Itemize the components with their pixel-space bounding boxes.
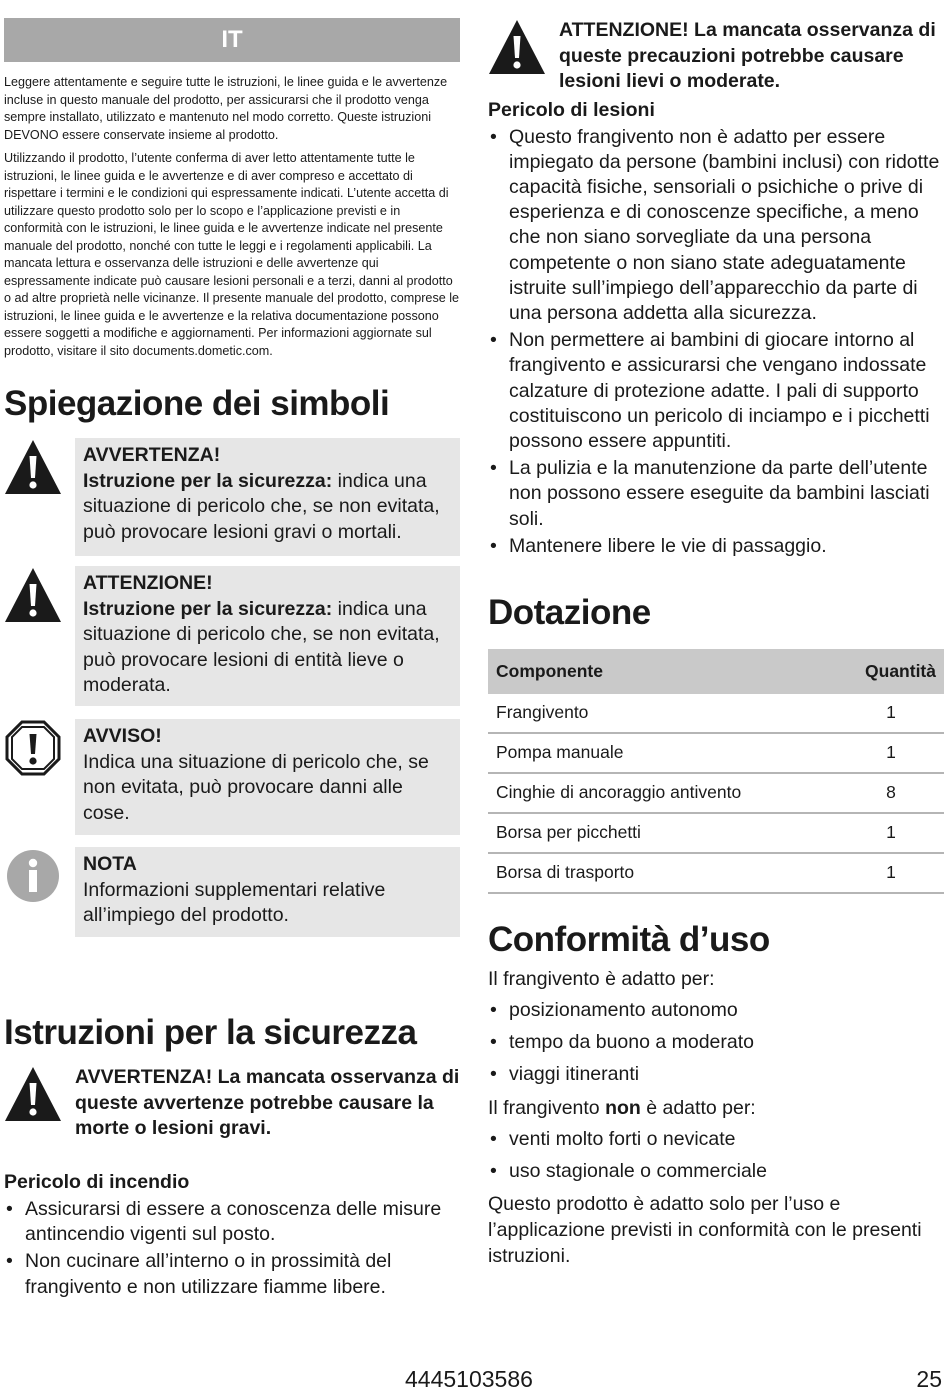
- table-cell-component: Cinghie di ancoraggio antivento: [488, 773, 838, 813]
- intro-paragraph-1: Leggere attentamente e seguire tutte le istruzioni, le linee guida e le avvertenze incluse in questo manuale del prodotto, per assicurarsi che il prodotto venga sempre installato, utilizzato e mantenuto nel modo corretto. Queste istruzioni DEVONO essere conservate insieme al prodotto.: [4, 75, 448, 142]
- table-cell-component: Frangivento: [488, 694, 838, 733]
- symbol-notice-text: Indica una situazione di pericolo che, se non evitata, può provocare danni alle cose.: [83, 750, 429, 824]
- symbol-note-text: Informazioni supplementari relative all’impiego del prodotto.: [83, 878, 386, 926]
- table-row: [488, 773, 944, 813]
- symbol-caution-title: ATTENZIONE!: [83, 572, 213, 594]
- table-cell-component: Borsa per picchetti: [488, 813, 838, 853]
- safety-caution-text: ATTENZIONE! La mancata osservanza di queste precauzioni potrebbe causare lesioni lievi o moderate.: [559, 19, 936, 92]
- intended-use-closing: Questo prodotto è adatto solo per l’uso e l’applicazione previsti in conformità con le presenti istruzioni.: [488, 1192, 922, 1267]
- symbol-notice-box: [75, 719, 460, 835]
- table-row: [488, 853, 944, 893]
- warning-triangle-icon: [4, 438, 62, 496]
- intended-use-heading: Conformità d’uso: [488, 919, 770, 959]
- symbol-warning-box: [75, 438, 460, 556]
- list-item: • Assicurarsi di essere a conoscenza delle misure antincendio vigenti sul posto.: [4, 1197, 460, 1247]
- symbol-caution: [4, 566, 460, 706]
- document-number: 4445103586: [405, 1366, 533, 1392]
- injury-hazard-list: [488, 125, 944, 559]
- page-number: 25: [916, 1366, 942, 1392]
- symbols-heading: Spiegazione dei simboli: [4, 384, 390, 423]
- table-row: [488, 813, 944, 853]
- list-item: • Non permettere ai bambini di giocare intorno al frangivento e assicurarsi che vengano indossate calzature di protezione adatte. I pali di supporto costituiscono un pericolo di inciampo e i picchetti possono essere appuntiti.: [488, 328, 944, 454]
- table-cell-quantity: 1: [838, 853, 944, 893]
- list-item: • viaggi itineranti: [488, 1062, 944, 1087]
- list-item: • Mantenere libere le vie di passaggio.: [488, 534, 944, 559]
- symbol-warning: [4, 438, 460, 556]
- symbol-warning-title: AVVERTENZA!: [83, 444, 221, 466]
- not-suitable-bold: non: [605, 1096, 641, 1119]
- not-suitable-post: è adatto per:: [640, 1096, 756, 1119]
- suitable-intro: Il frangivento è adatto per:: [488, 967, 715, 990]
- symbol-warning-text: indica una situazione di pericolo che, se non evitata, può provocare lesioni gravi o mortali.: [83, 469, 440, 543]
- list-item: • tempo da buono a moderato: [488, 1030, 944, 1055]
- symbol-caution-box: [75, 566, 460, 706]
- warning-triangle-icon: [4, 1065, 62, 1123]
- symbol-notice: [4, 719, 460, 835]
- column-header-quantity: Quantità: [838, 649, 944, 694]
- table-cell-component: Pompa manuale: [488, 733, 838, 773]
- list-item: • Non cucinare all’interno o in prossimità del frangivento e non utilizzare fiamme libere.: [4, 1249, 460, 1299]
- table-cell-quantity: 1: [838, 694, 944, 733]
- symbol-notice-title: AVVISO!: [83, 725, 162, 747]
- list-item: • venti molto forti o nevicate: [488, 1127, 944, 1152]
- safety-warning-text: AVVERTENZA! La mancata osservanza di queste avvertenze potrebbe causare la morte o lesioni gravi.: [75, 1066, 460, 1139]
- not-suitable-intro: [488, 1095, 944, 1121]
- warning-triangle-icon: [4, 566, 62, 624]
- suitable-list: [488, 998, 944, 1088]
- table-row: [488, 694, 944, 733]
- supply-table: [488, 649, 944, 894]
- injury-hazard-heading: Pericolo di lesioni: [488, 98, 655, 121]
- intro-paragraph-2: Utilizzando il prodotto, l’utente conferma di aver letto attentamente tutte le istruzioni, le linee guida e le avvertenze e di aver compreso e accettato di rispettare i termini e le condizioni qui espressamente indicati. L’utente accetta di utilizzare questo prodotto solo per lo scopo e l’applicazione previsti e in conformità con le istruzioni, le linee guida e le avvertenze indicate nel presente manuale del prodotto, nonché con tutte le leggi e i regolamenti applicabili. La mancata lettura e osservanza delle istruzioni e delle avvertenze qui espressamente indicate può causare lesioni personali e a terzi, danni al prodotto o ad altre proprietà nelle vicinanze. Il presente manuale del prodotto, comprese le istruzioni, le linee guida e le avvertenze e la relativa documentazione possono essere soggetti a modifiche e aggiornamenti. Per informazioni aggiornate sul prodotto, visitare il sito documents.dometic.com.: [4, 151, 460, 358]
- right-column: [488, 18, 944, 1269]
- table-header-row: [488, 649, 944, 694]
- table-cell-quantity: 8: [838, 773, 944, 813]
- supply-heading: Dotazione: [488, 592, 651, 632]
- list-item: • uso stagionale o commerciale: [488, 1159, 944, 1184]
- symbol-note-box: [75, 847, 460, 937]
- table-cell-quantity: 1: [838, 733, 944, 773]
- not-suitable-list: [488, 1127, 944, 1184]
- symbol-warning-bold: Istruzione per la sicurezza:: [83, 469, 333, 492]
- list-item: • La pulizia e la manutenzione da parte dell’utente non possono essere eseguite da bambini lasciati soli.: [488, 456, 944, 532]
- table-cell-quantity: 1: [838, 813, 944, 853]
- safety-heading: Istruzioni per la sicurezza: [4, 1013, 417, 1052]
- symbol-caution-bold: Istruzione per la sicurezza:: [83, 597, 333, 620]
- not-suitable-pre: Il frangivento: [488, 1096, 606, 1119]
- list-item: • posizionamento autonomo: [488, 998, 944, 1023]
- table-row: [488, 733, 944, 773]
- language-tab: IT: [4, 18, 460, 62]
- octagon-exclamation-icon: [4, 719, 62, 777]
- fire-hazard-heading: Pericolo di incendio: [4, 1171, 190, 1193]
- symbol-caution-text: indica una situazione di pericolo che, se non evitata, può provocare lesioni di entità lieve o moderata.: [83, 597, 440, 696]
- info-circle-icon: [4, 847, 62, 905]
- warning-triangle-icon: [488, 18, 546, 76]
- left-column: [4, 18, 460, 1302]
- column-header-component: Componente: [488, 649, 838, 694]
- symbol-note-title: NOTA: [83, 853, 137, 875]
- table-cell-component: Borsa di trasporto: [488, 853, 838, 893]
- safety-caution: [488, 18, 944, 95]
- safety-warning: [4, 1065, 460, 1167]
- intro: [4, 74, 460, 360]
- list-item: • Questo frangivento non è adatto per essere impiegato da persone (bambini inclusi) con ridotte capacità fisiche, sensoriali o psichiche o prive di esperienza e di conoscenze specifiche, a meno che non siano sorvegliate da una persona competente o non siano state adeguatamente istruite sull’impiego dell’apparecchio da parte di una persona addetta alla sicurezza.: [488, 125, 944, 327]
- symbol-note: [4, 847, 460, 937]
- fire-hazard-list: [4, 1197, 460, 1300]
